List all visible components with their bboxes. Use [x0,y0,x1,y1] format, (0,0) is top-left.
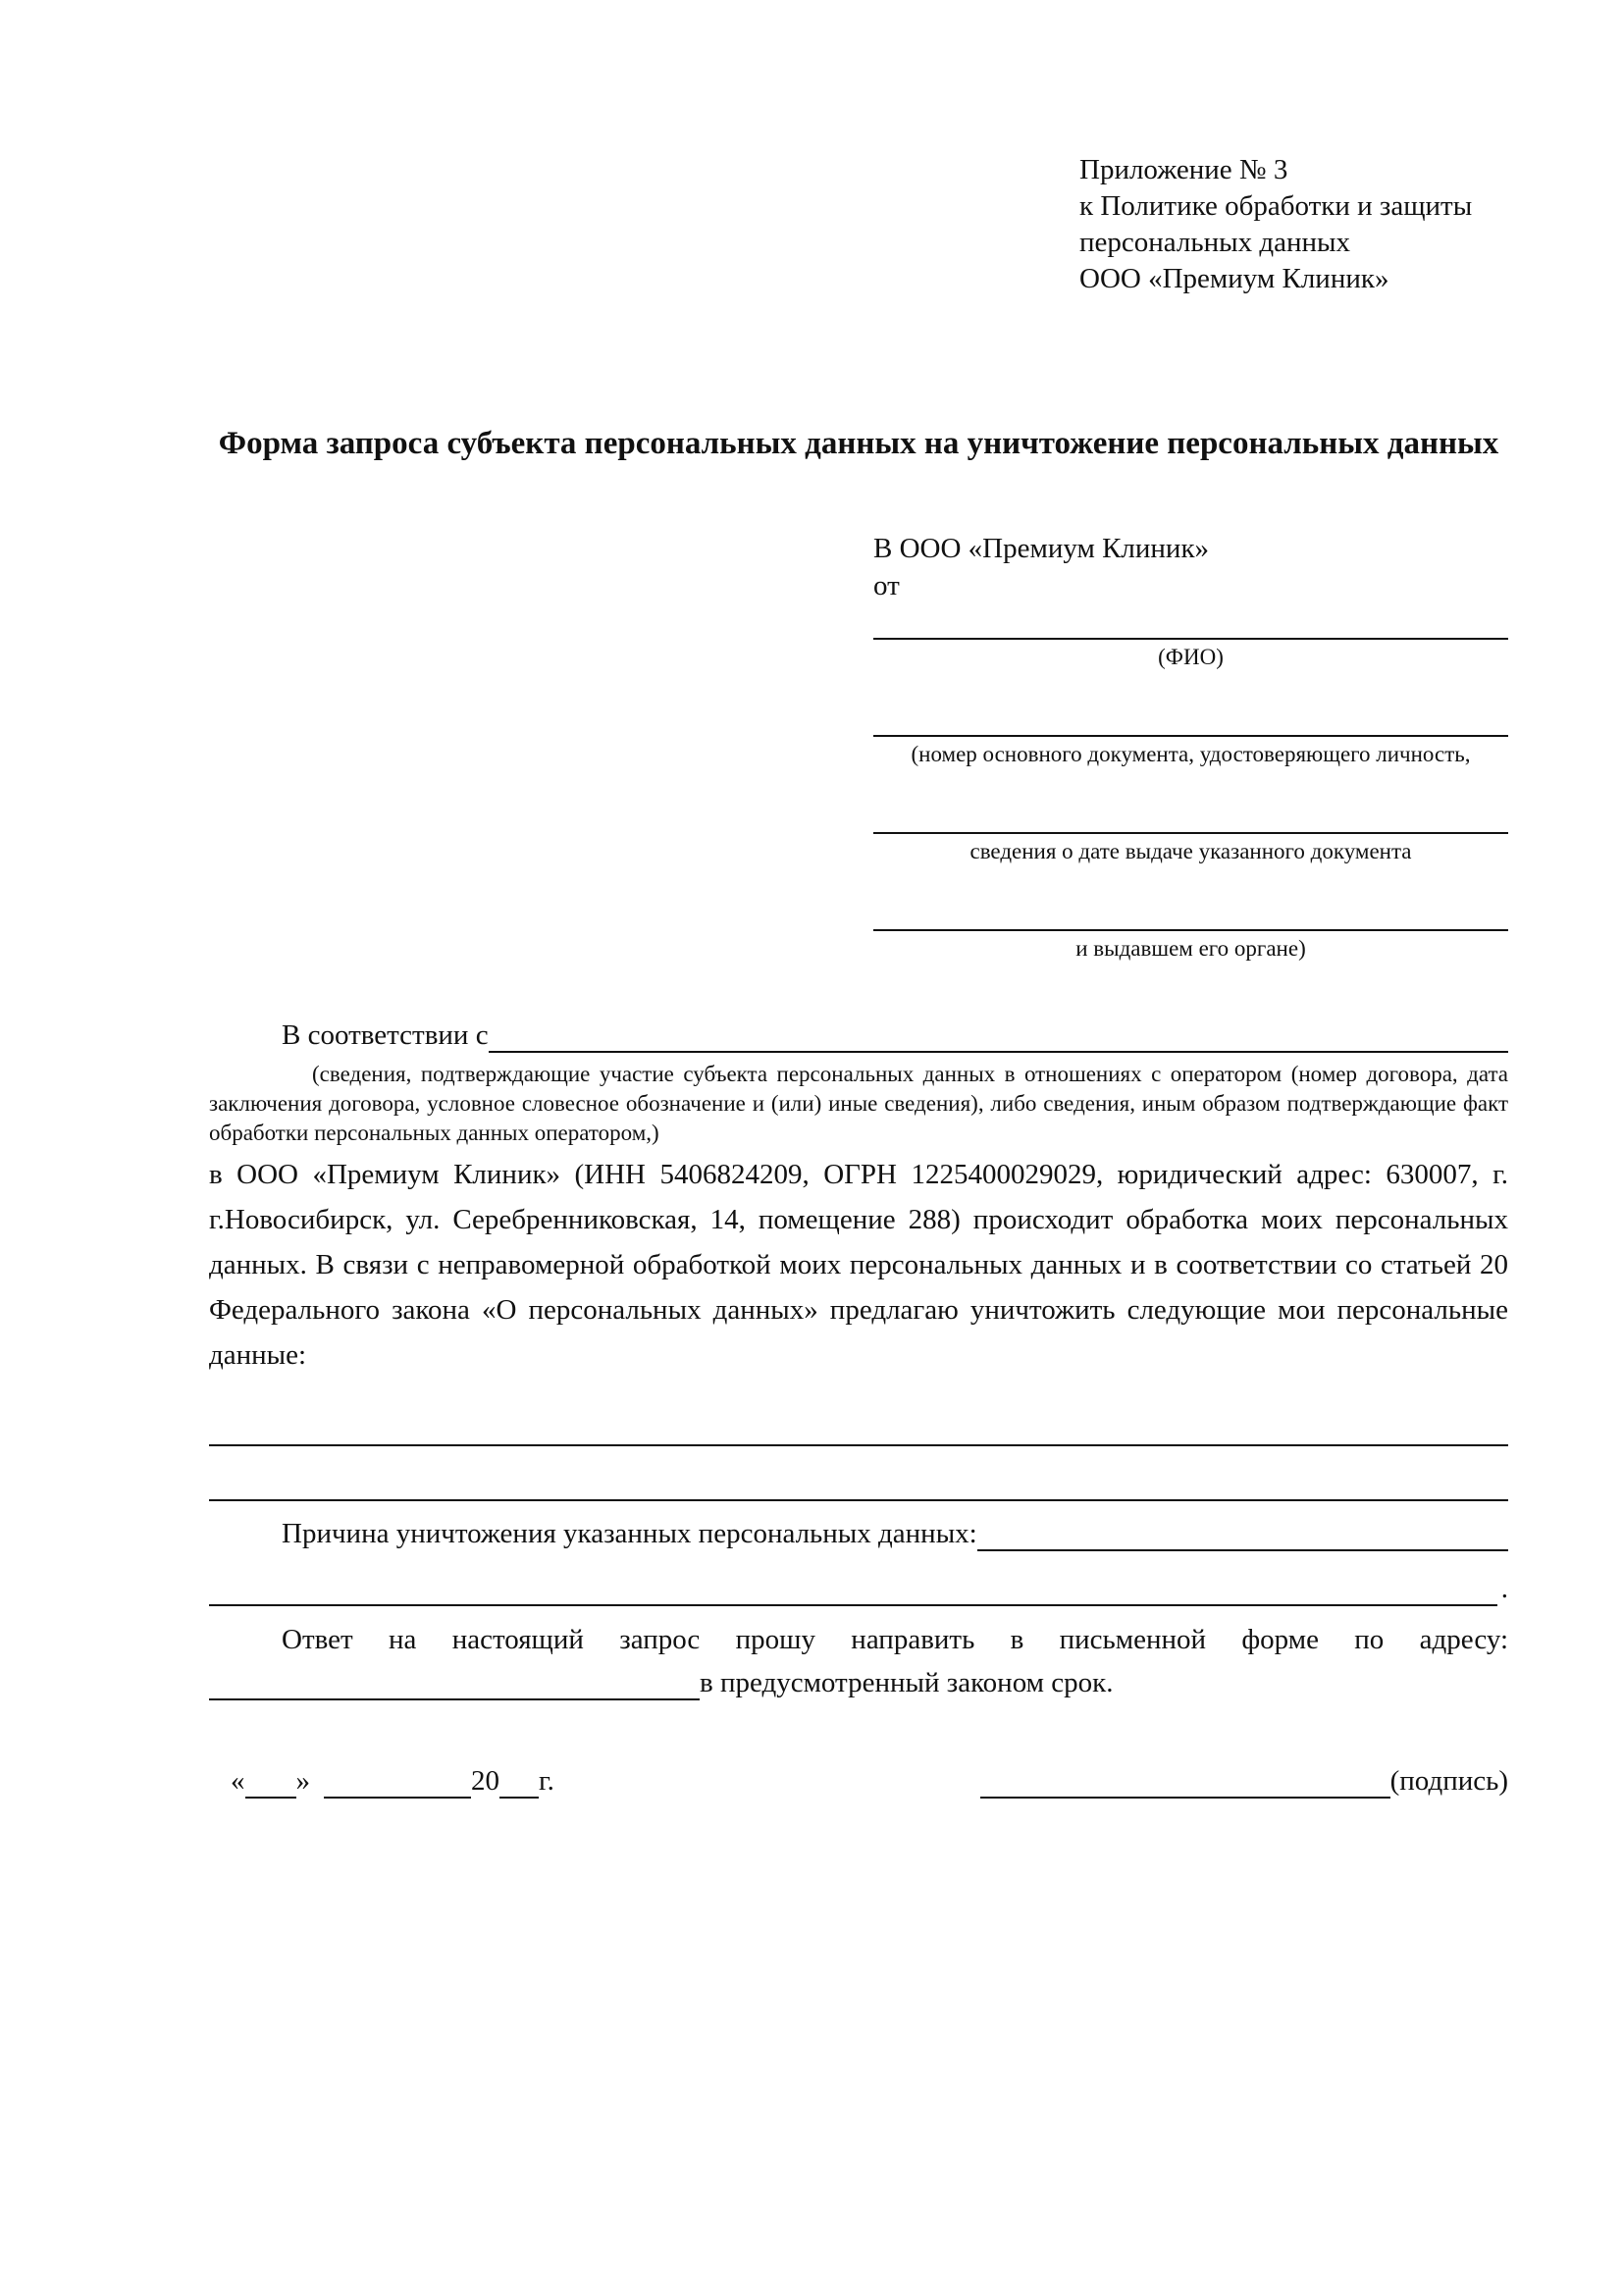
signature-caption: (подпись) [1389,1765,1508,1797]
appendix-header [1079,0,1508,297]
signature-blank-line [980,1797,1390,1799]
addressee-to: В ООО «Премиум Клиник» [873,533,1210,564]
fio-blank-line [873,604,1508,640]
answer-paragraph: Ответ на настоящий запрос прошу направить в письменной форме по адресу: [282,1624,1508,1655]
date-year-prefix: 20 [471,1765,499,1797]
reason-line [209,1501,1508,1556]
date-day-blank [245,1797,296,1799]
page-title: Форма запроса субъекта персональных данных на уничтожение персональных данных [218,426,1499,461]
date-month-blank [324,1797,471,1799]
reason-blank-line [977,1549,1508,1551]
date-group [231,1758,554,1803]
appendix-line-3: персональных данных [1079,227,1351,258]
document-number-field [873,702,1508,769]
appendix-line-2: к Политике обработки и защиты [1079,190,1473,222]
issuing-authority-caption: и выдавшем его органе) [1075,936,1306,961]
reason-continuation-line [209,1556,1508,1611]
addressee-block [873,530,1508,964]
address-blank-line [209,1698,700,1700]
date-signature-row [209,1758,1508,1803]
document-number-blank-line [873,702,1508,737]
issue-date-caption: сведения о дате выдаче указанного документа [969,839,1412,863]
issuing-authority-field [873,896,1508,964]
main-paragraph: в ООО «Премиум Клиник» (ИНН 5406824209, ОГРН 1225400029029, юридический адрес: 630007, г. г.Новосибирск, ул. Серебренниковская, 14, помещение 288) происходит обработка моих персональных данных. В связи с неправомерной обработкой моих персональных данных и в соответствии со статьей 20 Федерального закона «О персональных данных» предлагаю уничтожить следующие мои персональные данные: [209,1159,1508,1371]
accordance-note: (сведения, подтверждающие участие субъекта персональных данных в отношениях с оператором (номер договора, дата заключения договора, условное словесное обозначение и (или) иные сведения), либо сведения, иным образом подтверждающие факт обработки персональных данных оператором,) [209,1062,1508,1145]
reason-continuation-blank-line [209,1604,1497,1606]
personal-data-blank-line-1 [209,1391,1508,1446]
date-quote-open: « [231,1765,245,1797]
reason-period: . [1500,1573,1508,1604]
fio-field [873,604,1508,672]
issue-date-blank-line [873,799,1508,834]
answer-address-line [209,1662,1508,1705]
issuing-authority-blank-line [873,896,1508,931]
answer-suffix: в предусмотренный законом срок. [700,1667,1114,1698]
personal-data-blank-line-2 [209,1446,1508,1501]
date-year-suffix: г. [539,1765,554,1797]
addressee-from: от [873,570,900,601]
date-year-blank [499,1797,539,1799]
reason-label: Причина уничтожения указанных персональных данных: [282,1518,977,1549]
fio-caption: (ФИО) [1158,645,1224,669]
accordance-blank-line [489,1051,1508,1053]
date-quote-close: » [295,1765,310,1797]
accordance-label: В соответствии с [282,1019,489,1051]
appendix-line-4: ООО «Премиум Клиник» [1079,263,1389,294]
issue-date-field [873,799,1508,866]
appendix-line-1: Приложение № 3 [1079,154,1288,185]
signature-group [980,1758,1508,1803]
document-number-caption: (номер основного документа, удостоверяющего личность, [911,742,1471,766]
accordance-line [209,1013,1508,1058]
